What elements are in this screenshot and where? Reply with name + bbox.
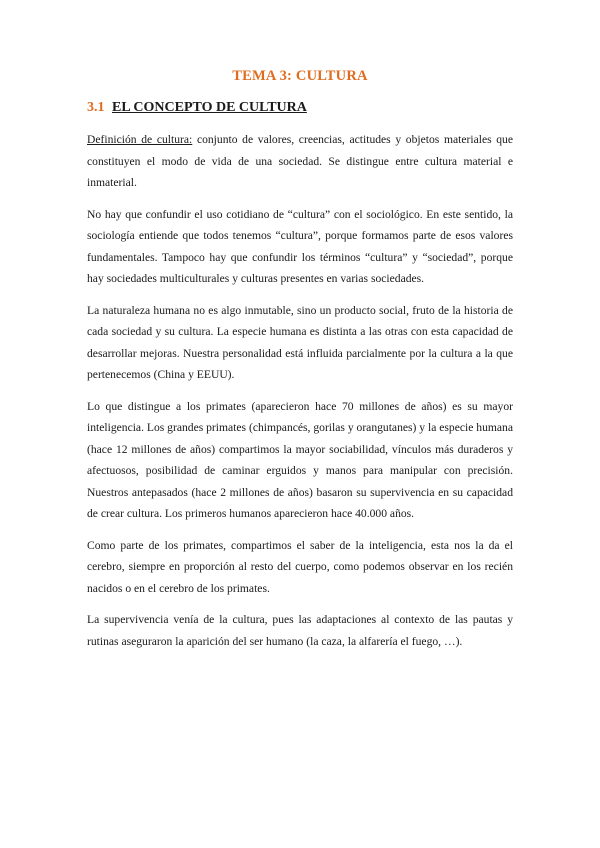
- paragraph-5: Como parte de los primates, compartimos el saber de la inteligencia, esta nos la da el cerebro, siempre en proporción al resto del cuerpo, como podemos observar en los recién nacidos o en el cerebro de los primates.: [87, 538, 513, 595]
- section-number: 3.1: [87, 100, 105, 115]
- paragraph-6: La supervivencia venía de la cultura, pues las adaptaciones al contexto de las pautas y rutinas aseguraron la aparición del ser humano (la caza, la alfarería el fuego, …).: [87, 613, 513, 648]
- title-text: CULTURA: [295, 68, 368, 84]
- section-heading: [87, 100, 513, 116]
- section-title: EL CONCEPTO DE CULTURA: [112, 100, 307, 115]
- paragraph-definition: [87, 129, 513, 194]
- paragraph-3: La naturaleza humana no es algo inmutable, sino un producto social, fruto de la historia de cada sociedad y su cultura. La especie humana es distinta a las otras con esta capacidad de desarrollar mejoras. Nuestra personalidad está influida parcialmente por la cultura a la que pertenecemos (China y EEUU).: [87, 303, 513, 381]
- document-title: [87, 68, 513, 85]
- definition-text: conjunto de valores, creencias, actitudes y objetos materiales que constituyen el modo de vida de una sociedad. Se distingue entre cultura material e inmaterial.: [87, 133, 513, 189]
- title-number: TEMA 3:: [232, 68, 293, 84]
- document-page: [87, 68, 513, 662]
- paragraph-2: No hay que confundir el uso cotidiano de “cultura” con el sociológico. En este sentido, la sociología entiende que todos tenemos “cultura”, porque formamos parte de esos valores fundamentales. Tampoco hay que confundir los términos “cultura” y “sociedad”, porque hay sociedades multiculturales y culturas presentes en varias sociedades.: [87, 207, 513, 285]
- definition-term: Definición de cultura:: [87, 133, 193, 146]
- paragraph-4: Lo que distingue a los primates (aparecieron hace 70 millones de años) es su mayor inteligencia. Los grandes primates (chimpancés, gorilas y orangutanes) y la especie humana (hace 12 millones de años) compartimos la mayor sociabilidad, vínculos más duraderos y afectuosos, posibilidad de caminar erguidos y manos para manipular con precisión. Nuestros antepasados (hace 2 millones de años) basaron su supervivencia en su capacidad de crear cultura. Los primeros humanos aparecieron hace 40.000 años.: [87, 399, 513, 520]
